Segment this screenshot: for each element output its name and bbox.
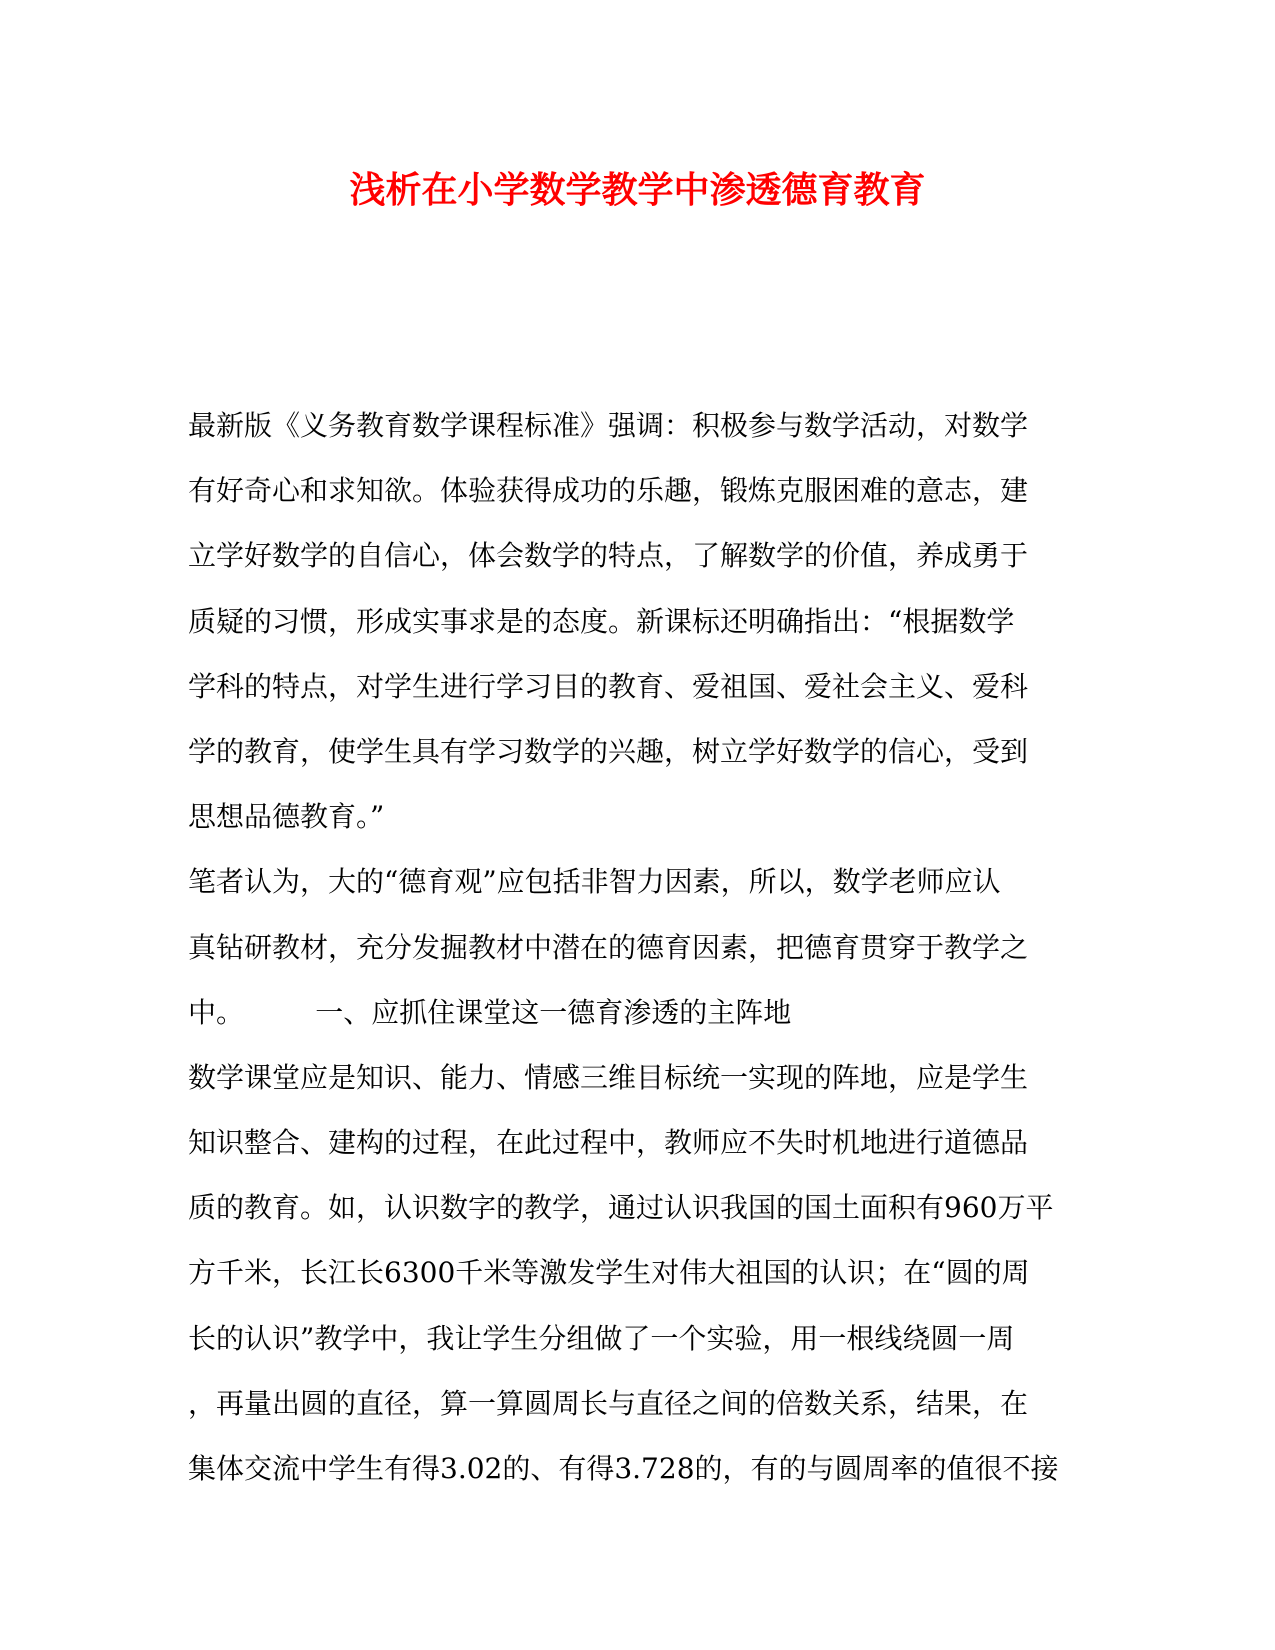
body-line: 质的教育。如，认识数字的教学，通过认识我国的国土面积有960万平 bbox=[188, 1191, 1054, 1225]
body-line: 笔者认为，大的“德育观”应包括非智力因素，所以，数学老师应认 bbox=[188, 865, 1001, 899]
section-heading-line: 中。 一、应抓住课堂这一德育渗透的主阵地 bbox=[188, 995, 792, 1029]
body-line: ，再量出圆的直径，算一算圆周长与直径之间的倍数关系，结果，在 bbox=[188, 1386, 1029, 1420]
body-line: 知识整合、建构的过程，在此过程中，教师应不失时机地进行道德品 bbox=[188, 1126, 1029, 1160]
body-line: 长的认识”教学中，我让学生分组做了一个实验，用一根线绕圆一周 bbox=[188, 1321, 1015, 1355]
body-line: 真钻研教材，充分发掘教材中潜在的德育因素，把德育贯穿于教学之 bbox=[188, 930, 1029, 964]
body-line: 数学课堂应是知识、能力、情感三维目标统一实现的阵地，应是学生 bbox=[188, 1060, 1029, 1094]
body-line: 学的教育，使学生具有学习数学的兴趣，树立学好数学的信心，受到 bbox=[188, 734, 1029, 768]
document-body bbox=[188, 406, 1088, 1514]
body-line: 方千米，长江长6300千米等激发学生对伟大祖国的认识；在“圆的周 bbox=[188, 1256, 1030, 1290]
body-line: 立学好数学的自信心，体会数学的特点，了解数学的价值，养成勇于 bbox=[188, 539, 1029, 573]
body-line: 集体交流中学生有得3.02的、有得3.728的，有的与圆周率的值很不接 bbox=[188, 1452, 1059, 1485]
document-title: 浅析在小学数学教学中渗透德育教育 bbox=[349, 169, 926, 211]
body-line: 有好奇心和求知欲。体验获得成功的乐趣，锻炼克服困难的意志，建 bbox=[188, 474, 1029, 508]
body-line: 思想品德教育。” bbox=[188, 800, 385, 834]
body-line: 质疑的习惯，形成实事求是的态度。新课标还明确指出：“根据数学 bbox=[188, 604, 1015, 638]
body-line: 学科的特点，对学生进行学习目的教育、爱祖国、爱社会主义、爱科 bbox=[188, 669, 1029, 703]
body-line: 最新版《义务教育数学课程标准》强调：积极参与数学活动，对数学 bbox=[188, 409, 1029, 442]
